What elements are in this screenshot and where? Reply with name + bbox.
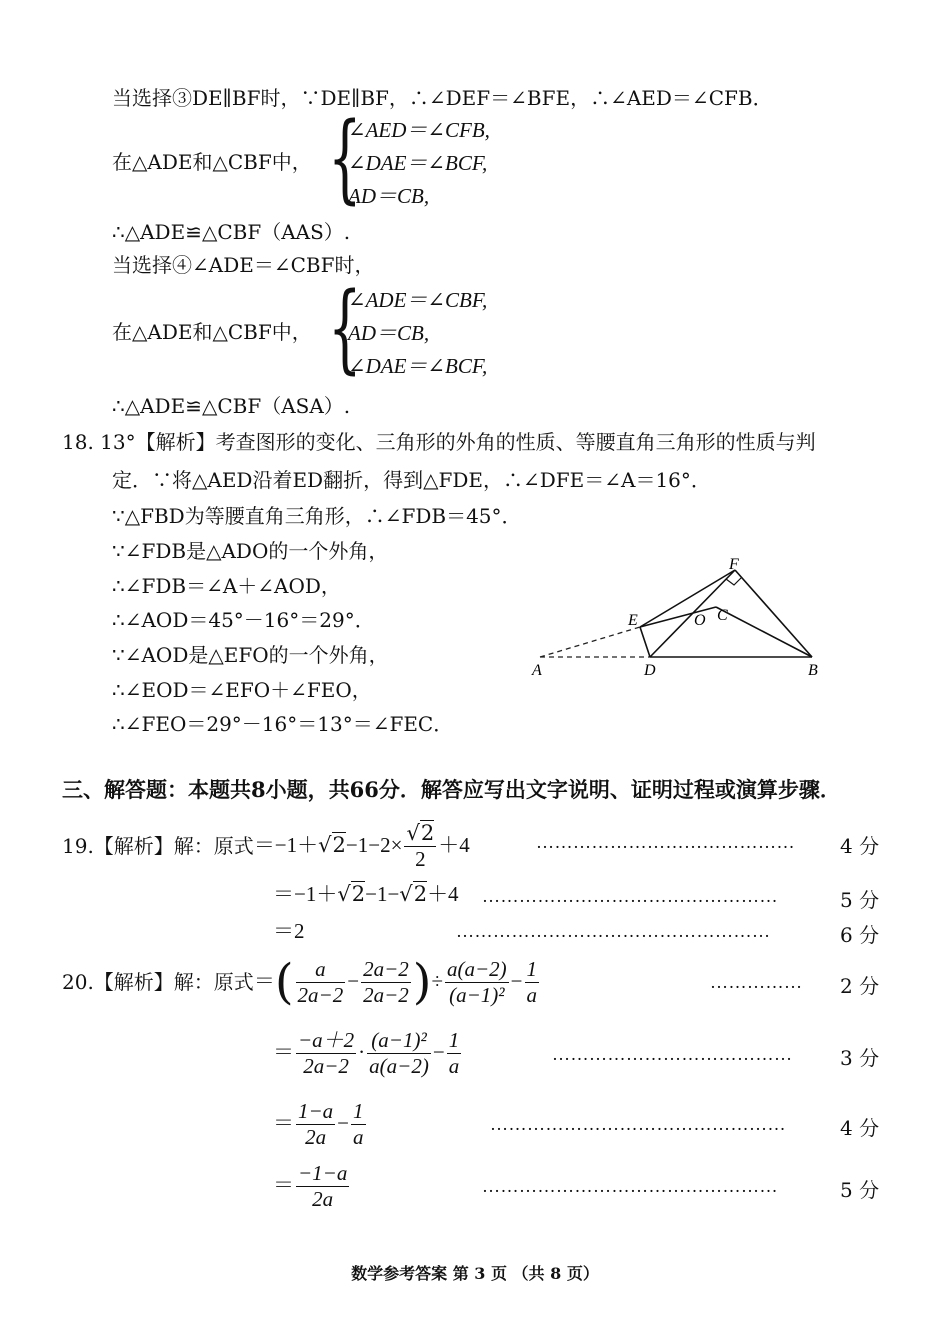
section3-heading: 三、解答题：本题共8小题，共66分．解答应写出文字说明、证明过程或演算步骤． [62, 777, 841, 802]
q18-line7: ∵∠AOD是△EFO的一个外角， [112, 643, 389, 667]
q19-step1: 19.【解析】解：原式 ＝−1＋ √2 −1−2× $\frac{√2}{2}$ ＋4 [62, 821, 470, 871]
q17-case4: 当选择④∠ADE＝∠CBF时， [112, 253, 375, 277]
leader-dots: ………………………………………… [482, 886, 778, 906]
q18-line9: ∴∠FEO＝29°－16°＝13°＝∠FEC． [112, 712, 454, 736]
leader-dots: …………………………………………… [456, 921, 771, 941]
page-footer: 数学参考答案 第 3 页 （共 8 页） [351, 1264, 599, 1283]
label-C: C [717, 607, 728, 624]
left-brace-2: { [328, 272, 362, 384]
q18-line5: ∴∠FDB＝∠A＋∠AOD， [112, 574, 341, 598]
q18-line4: ∵∠FDB是△ADO的一个外角， [112, 539, 389, 563]
q17-sys2-eq2: AD＝CB, [348, 321, 430, 345]
q17-sys1-eq1: ∠AED＝∠CFB, [348, 118, 490, 142]
q19-score-1: 4 分 [840, 834, 880, 858]
q17-conclusion-2: ∴△ADE≌△CBF（ASA）. [112, 394, 351, 418]
label-E: E [628, 612, 638, 629]
triangle-figure [520, 555, 840, 685]
q17-in-triangles-2: 在△ADE和△CBF中， [112, 320, 312, 344]
q18-line6: ∴∠AOD＝45°－16°＝29°． [112, 608, 375, 632]
q19-prefix: 19.【解析】解：原式 [62, 834, 254, 858]
q20-score-3: 4 分 [840, 1116, 880, 1140]
q17-sys1-eq3: AD＝CB, [348, 184, 430, 208]
q17-conclusion-1: ∴△ADE≌△CBF（AAS）. [112, 220, 351, 244]
q20-step4: ＝ $\frac{-1-a}{2a}$ [273, 1161, 348, 1211]
leader-dots: …………… [710, 972, 803, 992]
q20-score-1: 2 分 [840, 974, 880, 998]
leader-dots: ………………………………… [552, 1044, 793, 1064]
q20-score-2: 3 分 [840, 1046, 880, 1070]
q20-step3: ＝ $\frac{1-a}{2a}$ − $\frac{1}{a}$ [273, 1099, 364, 1149]
q18-line3: ∵△FBD为等腰直角三角形，∴∠FDB＝45°． [112, 504, 522, 528]
q18-line2: 定．∵将△AED沿着ED翻折，得到△FDE，∴∠DFE＝∠A＝16°． [112, 468, 711, 492]
q17-in-triangles-1: 在△ADE和△CBF中， [112, 150, 312, 174]
q20-step1: 20.【解析】解：原式 ＝ ( $\frac{a}{2a-2}$ − $\frac{2a-2}{2a-2}$ ) ÷ $\frac{a(a-2)}{\text{(a−1)²}}$ − $\frac{1}{a}$ [62, 954, 538, 1010]
left-brace-1: { [328, 102, 362, 214]
leader-dots: …………………………………… [536, 832, 795, 852]
q17-sys2-eq3: ∠DAE＝∠BCF, [348, 354, 488, 378]
leader-dots: ………………………………………… [482, 1176, 778, 1196]
q18-line8: ∴∠EOD＝∠EFO＋∠FEO， [112, 678, 372, 702]
label-D: D [644, 662, 656, 679]
q20-prefix: 20.【解析】解：原式 [62, 970, 254, 994]
label-O: O [694, 612, 706, 629]
leader-dots: ………………………………………… [490, 1114, 786, 1134]
q19-score-2: 5 分 [840, 888, 880, 912]
q17-sys1-eq2: ∠DAE＝∠BCF, [348, 151, 488, 175]
q19-score-3: 6 分 [840, 923, 880, 947]
q20-step2: ＝ $\frac{-a+2}{2a-2}$ · $\frac{\text{(a−1)²}}{a(a-2)}$ − $\frac{1}{a}$ [273, 1028, 460, 1078]
label-B: B [808, 662, 818, 679]
label-A: A [532, 662, 542, 679]
q20-score-4: 5 分 [840, 1178, 880, 1202]
q19-step3: ＝2 [273, 919, 305, 943]
q17-case3: 当选择③DE∥BF时，∵DE∥BF，∴∠DEF＝∠BFE，∴∠AED＝∠CFB． [112, 86, 773, 110]
q18-line1: 18. 13°【解析】考查图形的变化、三角形的外角的性质、等腰直角三角形的性质与判 [62, 430, 816, 454]
q19-step2: ＝−1＋√2−1−√2＋4 [273, 882, 459, 906]
q17-sys2-eq1: ∠ADE＝∠CBF, [348, 288, 488, 312]
label-F: F [729, 556, 739, 573]
